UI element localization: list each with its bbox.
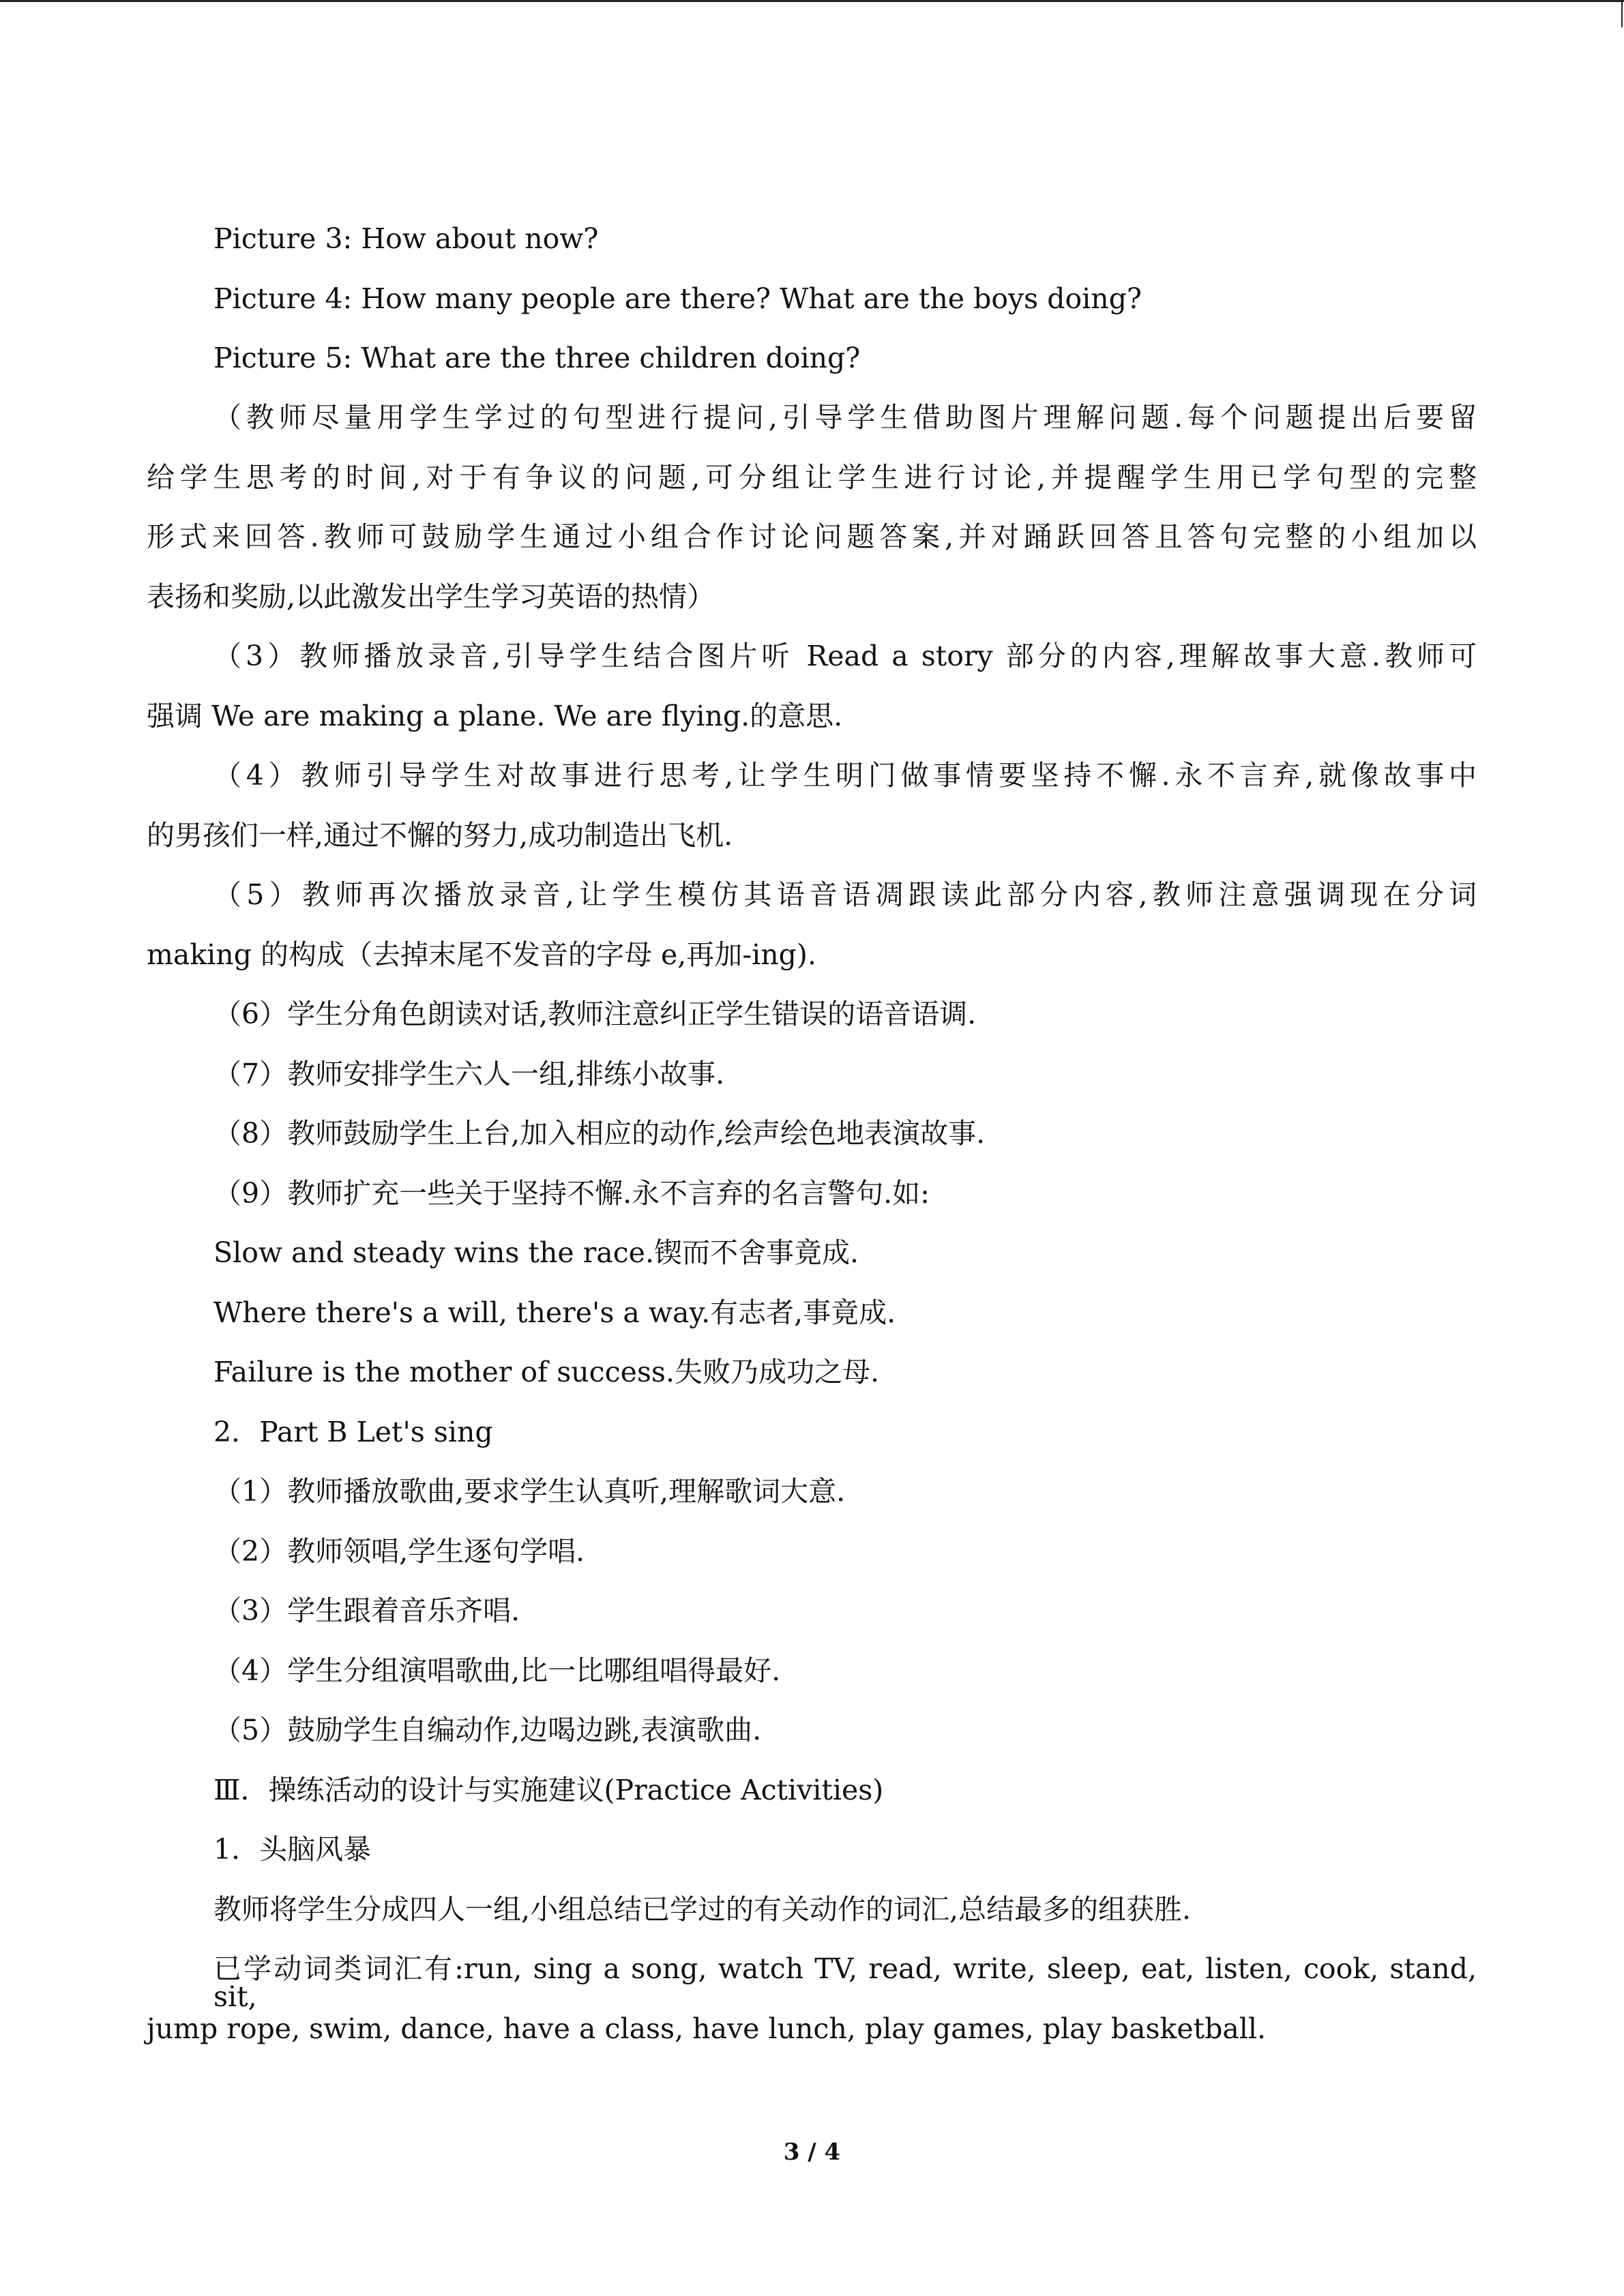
text-line: Picture 5: What are the three children doing? <box>213 342 861 374</box>
text-line: 给学生思考的时间,对于有争议的问题,可分组让学生进行讨论,并提醒学生用已学句型的完整 <box>147 461 1477 494</box>
text-line: Slow and steady wins the race.锲而不舍事竟成. <box>213 1236 859 1269</box>
text-line: Where there's a will, there's a way.有志者,事竟成. <box>213 1296 896 1329</box>
text-line: 强调 We are making a plane. We are flying.的意思. <box>147 700 843 732</box>
section-heading: 1．头脑风暴 <box>213 1833 372 1866</box>
text-line: （7）教师安排学生六人一组,排练小故事. <box>213 1058 725 1090</box>
text-line: Picture 3: How about now? <box>213 222 599 255</box>
text-line: （5）教师再次播放录音,让学生模仿其语音语凋跟读此部分内容,教师注意强调现在分词 <box>213 878 1477 911</box>
text-line: Picture 4: How many people are there? What are the boys doing? <box>213 282 1142 315</box>
section-heading: 2．Part B Let's sing <box>213 1416 493 1448</box>
page-number: 3 / 4 <box>783 2138 841 2166</box>
text-line: 教师将学生分成四人一组,小组总结已学过的有关动作的词汇,总结最多的组获胜. <box>213 1893 1192 1926</box>
text-line: （4）教师引导学生对故事进行思考,让学生明门做事情要坚持不懈.永不言弃,就像故事中 <box>213 759 1477 792</box>
page-right-border <box>1621 0 1623 27</box>
text-line: （9）教师扩充一些关于坚持不懈.永不言弃的名言警句.如: <box>213 1177 930 1210</box>
text-line: （教师尽量用学生学过的句型进行提问,引导学生借助图片理解问题.每个问题提出后要留 <box>213 401 1477 434</box>
text-line: 形式来回答.教师可鼓励学生通过小组合作讨论问题答案,并对踊跃回答且答句完整的小组加以 <box>147 520 1477 553</box>
text-line: making 的构成（去掉末尾不发音的字母 e,再加-ing). <box>147 938 816 971</box>
text-line: 已学动词类词汇有:run, sing a song, watch TV, read, write, sleep, eat, listen, cook, stand, sit, <box>213 1952 1477 2013</box>
text-line: Failure is the mother of success.失败乃成功之母. <box>213 1356 880 1388</box>
text-line: 表扬和奖励,以此激发出学生学习英语的热情） <box>147 580 715 613</box>
text-line: （5）鼓励学生自编动作,边喝边跳,表演歌曲. <box>213 1714 762 1746</box>
text-line: （2）教师领唱,学生逐句学唱. <box>213 1535 585 1568</box>
text-line: （1）教师播放歌曲,要求学生认真听,理解歌词大意. <box>213 1475 846 1508</box>
text-line: （8）教师鼓励学生上台,加入相应的动作,绘声绘色地表演故事. <box>213 1117 986 1150</box>
text-line: jump rope, swim, dance, have a class, have lunch, play games, play basketball. <box>147 2012 1267 2045</box>
text-line: （6）学生分角色朗读对话,教师注意纠正学生错误的语音语调. <box>213 998 977 1030</box>
text-line: 的男孩们一样,通过不懈的努力,成功制造出飞机. <box>147 819 733 852</box>
text-line: （4）学生分组演唱歌曲,比一比哪组唱得最好. <box>213 1654 781 1687</box>
page-top-border <box>0 0 1624 2</box>
section-heading: Ⅲ．操练活动的设计与实施建议(Practice Activities) <box>213 1774 884 1806</box>
text-line: （3）教师播放录音,引导学生结合图片听 Read a story 部分的内容,理解故事大意.教师可 <box>213 640 1477 672</box>
text-line: （3）学生跟着音乐齐唱. <box>213 1594 520 1627</box>
